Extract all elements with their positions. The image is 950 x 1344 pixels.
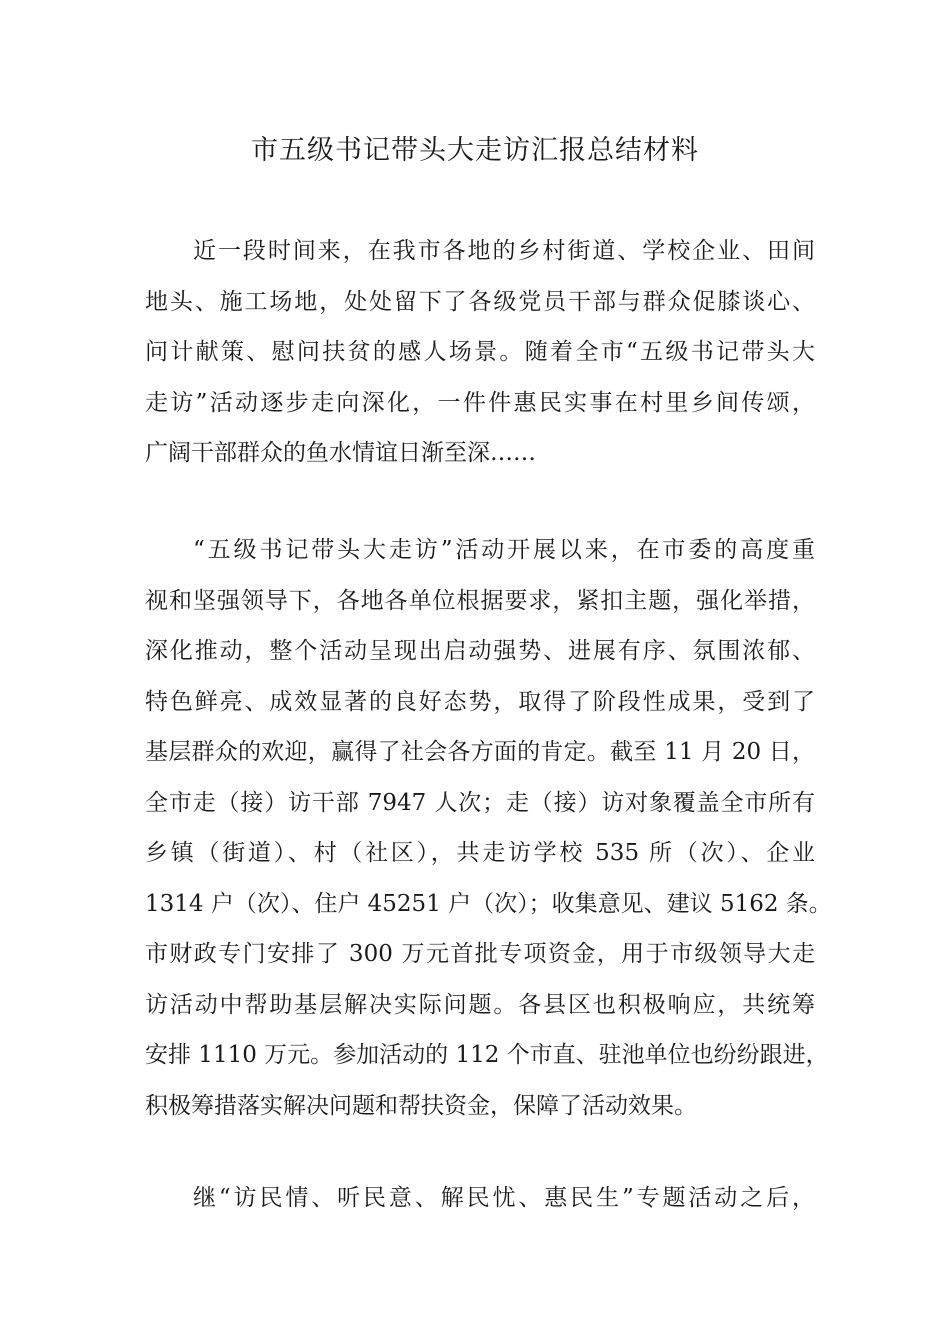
paragraph-intro [145, 226, 815, 479]
text-line: 继“访民情、听民意、解民忧、惠民生”专题活动之后， [193, 1185, 815, 1211]
paragraph-continued [145, 1173, 815, 1224]
text-line: 特色鲜亮、成效显著的良好态势，取得了阶段性成果，受到了 [145, 688, 815, 715]
text-line: 广阔干部群众的鱼水情谊日渐至深…… [145, 440, 536, 466]
text-line: 近一段时间来，在我市各地的乡村街道、学校企业、田间 [193, 238, 815, 264]
text-line: 安排 1110 万元。参加活动的 112 个市直、驻池单位也纷纷跟进， [145, 1042, 829, 1068]
text-line: 访活动中帮助基层解决实际问题。各县区也积极响应，共统筹 [145, 991, 815, 1018]
text-line: 全市走（接）访干部 7947 人次；走（接）访对象覆盖全市所有 [145, 789, 815, 816]
text-line: 深化推动，整个活动呈现出启动强势、进展有序、氛围浓郁、 [145, 638, 815, 664]
text-line: 视和坚强领导下，各地各单位根据要求，紧扣主题，强化举措， [145, 587, 815, 614]
text-line: 基层群众的欢迎，赢得了社会各方面的肯定。截至 11 月 20 日， [145, 739, 815, 765]
text-line: “五级书记带头大走访”活动开展以来，在市委的高度重 [193, 537, 815, 563]
text-line: 市财政专门安排了 300 万元首批专项资金，用于市级领导大走 [145, 941, 815, 967]
document-title: 市五级书记带头大走访汇报总结材料 [251, 135, 699, 166]
text-line: 积极筹措落实解决问题和帮扶资金，保障了活动效果。 [145, 1092, 697, 1119]
text-line: 地头、施工场地，处处留下了各级党员干部与群众促膝谈心、 [145, 288, 815, 315]
text-line: 走访”活动逐步走向深化，一件件惠民实事在村里乡间传颂， [145, 389, 815, 416]
text-line: 乡镇（街道）、村（社区），共走访学校 535 所（次）、企业 [145, 840, 815, 866]
text-line: 1314 户（次）、住户 45251 户（次）；收集意见、建议 5162 条。 [145, 890, 832, 917]
text-line: 问计献策、慰问扶贫的感人场景。随着全市“五级书记带头大 [145, 339, 815, 365]
paragraph-results [145, 525, 832, 1131]
